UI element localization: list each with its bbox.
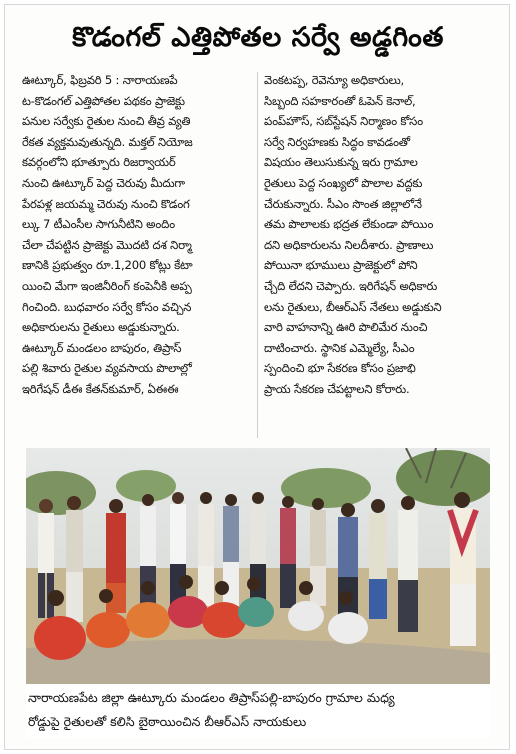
article-line: పల్లి శివారు రైతుల వ్యవసాయ పొలాల్లో <box>22 361 192 376</box>
article-line: చేలా చేపట్టిన ప్రాజెక్టు మొదటి దశ నిర్మా <box>22 237 192 252</box>
article-line: ఊట్కూర్, ఫిబ్రవరి 5 : నారాయణపే <box>22 73 178 87</box>
article-line: నుంచి ఊట్కూర్ పెద్ద చెరువు మీదుగా <box>22 175 185 190</box>
article-line: చేరుకున్నారు. సీఎం సొంత జిల్లాలోనే <box>264 196 422 211</box>
article-line: పోయినా భూములు ప్రాజెక్టులో పోని <box>264 258 418 273</box>
article-line: సిబ్బంది సహకారంతో ఓపెన్ కెనాల్, <box>264 93 416 108</box>
article-line: లను రైతులు, బీఆర్‌ఎస్ నేతలు అడ్డుకుని <box>264 299 442 314</box>
article-line: అధికారులను రైతులు అడ్డుకున్నారు. <box>22 320 180 335</box>
article-line: సర్వే నిర్వహణకు సిద్ధం కావడంతో <box>264 134 410 149</box>
column-divider <box>257 72 258 438</box>
article-line: చ్చేది లేదని చెప్పారు. ఇరిగేషన్ అధికారు <box>264 278 438 293</box>
caption-line-1: నారాయణపేట జిల్లా ఊట్కూరు మండలం తిప్రాస్‌పల్లి-బాపురం గ్రామాల మధ్య <box>28 690 395 705</box>
article-line: ఊట్కూర్ మండలం బాపురం, తిప్రాస్ <box>22 340 182 355</box>
article-line: ట-కొడంగల్ ఎత్తిపోతల పథకం ప్రాజెక్టు <box>22 93 185 108</box>
article-line: పంప్‌హౌస్, సబ్‌స్టేషన్ నిర్మాణం కోసం <box>264 114 423 129</box>
caption-line-2: రోడ్డుపై రైతులతో కలిసి బైఠాయించిన బీఆర్‌ఎస్ నాయకులు <box>28 714 307 729</box>
headline: కొడంగల్ ఎత్తిపోతల సర్వే అడ్డగింత <box>72 22 444 53</box>
article-line: రైతులు పెద్ద సంఖ్యలో పొలాల వద్దకు <box>264 175 423 190</box>
protest-photo-image <box>26 448 490 684</box>
article-line: దాటించారు. స్థానిక ఎమ్మెల్యే, సీఎం <box>264 340 415 355</box>
news-photo <box>26 448 490 684</box>
photo-caption <box>26 686 490 738</box>
article-right-column <box>264 70 492 442</box>
article-line: ల్కు 7 టీఎంసీల సాగునీటిని అందిం <box>22 217 175 232</box>
article-left-column <box>22 70 250 442</box>
article-body <box>22 70 490 442</box>
article-line: ఇరిగేషన్ డీఈ కేతన్‌కుమార్, ఏఈఈ <box>22 381 179 396</box>
article-line: ణానికి ప్రభుత్వం రూ.1,200 కోట్లు కేటా <box>22 258 193 273</box>
article-line: ప్రాయ సేకరణ చేపట్టాలని కోరారు. <box>264 381 410 396</box>
article-line: దని అధికారులను నిలదీశారు. ప్రాణాలు <box>264 237 434 252</box>
article-line: పనుల సర్వేకు రైతుల నుంచి తీవ్ర వ్యతి <box>22 114 191 129</box>
article-line: తమ పొలాలకు భద్రత లేకుండా పోయిం <box>264 217 434 232</box>
article-line: గించింది. బుధవారం సర్వే కోసం వచ్చిన <box>22 299 192 314</box>
article-line: పేరపళ్ల జయమ్మ చెరువు నుంచి కొడంగ <box>22 196 190 211</box>
article-line: వెంకటప్ప, రెవెన్యూ అధికారులు, <box>264 73 405 87</box>
article-line: స్పందించి భూ సేకరణ కోసం ప్రజాభి <box>264 361 416 376</box>
article-line: విషయం తెలుసుకున్న ఇరు గ్రామాల <box>264 155 418 170</box>
article-line: కవర్గంలోని భూత్పూరు రిజర్వాయర్ <box>22 155 176 170</box>
article-line: యించి మేగా ఇంజినీరింగ్ కంపెనీకి అప్ప <box>22 278 192 293</box>
article-line: వారి వాహనాన్ని ఊరి పొలిమేర నుంచి <box>264 320 428 335</box>
article-line: రేకత వ్యక్తమవుతున్నది. మక్తల్ నియోజ <box>22 134 193 149</box>
